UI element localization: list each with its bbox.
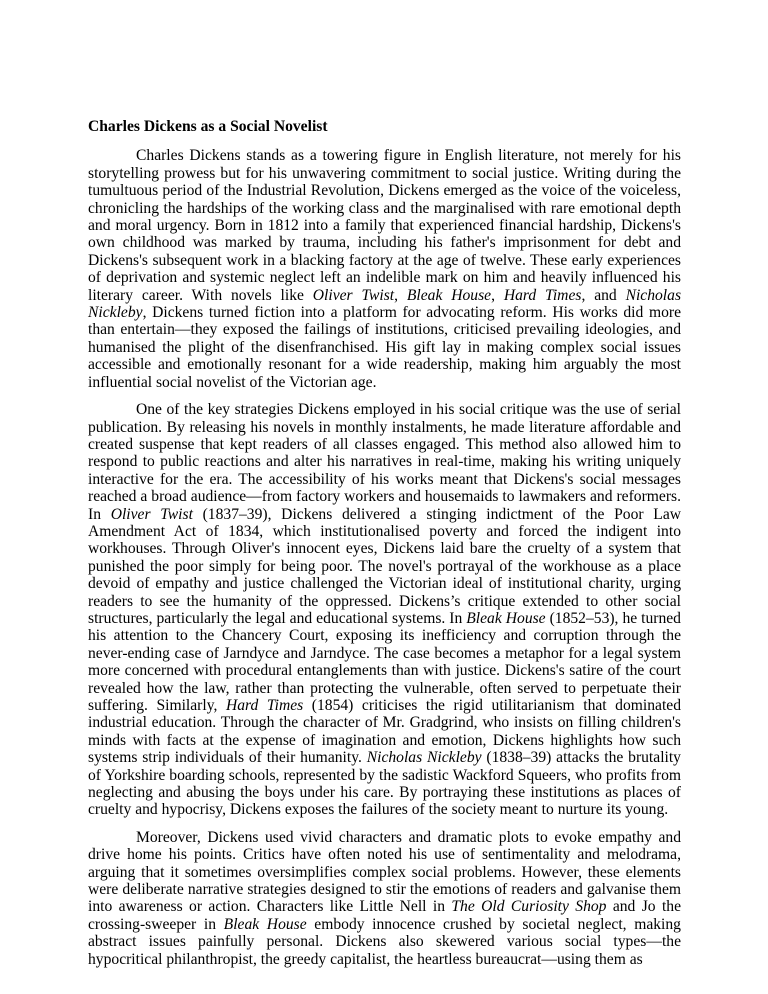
paragraph-text: , Dickens turned fiction into a platform for advocating reform. His works did more than entertain—they exposed the failings of institutions, criticised prevailing ideologies, and humanised the plight of the disenfranchised. His gift lay in making complex social issues accessible and emotionally resonant for a wide readership, making him arguably the most influential social novelist of the Victorian age. [88,304,681,391]
paragraph-text: (1854) criticises the rigid utilitarianism that dominated industrial education. Through the character of Mr. Gradgrind, who insists on filling children's minds with facts at the expense of imagination and emotion, Dickens highlights how such systems strip individuals of their humanity. [88,697,681,767]
italic-title-text: The Old Curiosity Shop [451,898,607,916]
paragraph-text: (1837–39), Dickens delivered a stinging indictment of the Poor Law Amendment Act of 1834, which institutionalised poverty and forced the indigent into workhouses. Through Oliver's innocent eyes, Dickens laid bare the cruelty of a system that punished the poor simply for being poor. The novel's portrayal of the workhouse as a place devoid of empathy and justice challenged the Victorian ideal of institutional charity, urging readers to see the humanity of the oppressed. Dickens’s critique extended to other social structures, particularly the legal and educational systems. In [88,505,682,627]
document-body [88,147,681,968]
italic-title-text: Nicholas Nickleby [88,286,682,322]
document-title: Charles Dickens as a Social Novelist [88,118,328,135]
italic-title-text: Bleak House [466,609,546,627]
paragraph-text: (1838–39) attacks the brutality of Yorkshire boarding schools, represented by the sadistic Wackford Squeers, who profits from neglecting and abusing the boys under his care. By portraying these institutions as places of cruelty and hypocrisy, Dickens exposes the failures of the society meant to nurture its young. [88,749,681,819]
paragraph-text: and Jo the crossing-sweeper in [88,898,681,933]
italic-title-text: Nicholas Nickleby [366,749,482,767]
paragraph-text: Moreover, Dickens used vivid characters and dramatic plots to evoke empathy and drive home his points. Critics have often noted his use of sentimentality and melodrama, arguing that it sometimes oversimplifies complex social problems. However, these elements were deliberate narrative strategies designed to stir the emotions of readers and galvanise them into awareness or action. Characters like Little Nell in [88,828,681,916]
document-page [88,118,681,978]
paragraph-text: embody innocence crushed by societal neglect, making abstract issues painfully personal. Dickens also skewered various social types—the hypocritical philanthropist, the greedy capitalist, the heartless bureaucrat—using them as [88,915,681,968]
italic-title-text: Hard Times [503,286,582,304]
italic-title-text: Hard Times [225,697,304,714]
italic-title-text: Oliver Twist [110,505,193,523]
paragraph [88,829,681,968]
paragraph [88,401,681,819]
paragraph-text: (1852–53), he turned his attention to the Chancery Court, exposing its inefficiency and corruption through the never-ending case of Jarndyce and Jarndyce. The case becomes a metaphor for a legal system more concerned with procedural entanglements than with justice. Dickens's satire of the court revealed how the law, rather than protecting the vulnerable, often served to perpetuate their suffering. Similarly, [88,609,681,714]
italic-title-text: Oliver Twist [312,286,395,304]
paragraph-text: One of the key strategies Dickens employed in his social critique was the use of serial publication. By releasing his novels in monthly instalments, he made literature affordable and created suspense that kept readers of all classes engaged. This method also allowed him to respond to public reactions and alter his narratives in real-time, making his writing uniquely interactive for the era. The accessibility of his works meant that Dickens's social messages reached a broad audience—from factory workers and housemaids to lawmakers and reformers. In [88,401,681,523]
italic-title-text: Bleak House [223,915,307,933]
paragraph [88,147,681,391]
paragraph-text: Charles Dickens stands as a towering figure in English literature, not merely for his storytelling prowess but for his unwavering commitment to social justice. Writing during the tumultuous period of the Industrial Revolution, Dickens emerged as the voice of the voiceless, chronicling the hardships of the working class and the marginalised with rare emotional depth and moral urgency. Born in 1812 into a family that experienced financial hardship, Dickens's own childhood was marked by trauma, including his father's imprisonment for debt and Dickens's subsequent work in a blacking factory at the age of twelve. These early experiences of deprivation and systemic neglect left an indelible mark on him and heavily influenced his literary career. With novels like [88,147,681,304]
paragraph-text: , and [581,286,626,304]
paragraph-text: , [394,286,407,304]
paragraph-text: , [491,286,504,304]
italic-title-text: Bleak House [406,286,492,304]
